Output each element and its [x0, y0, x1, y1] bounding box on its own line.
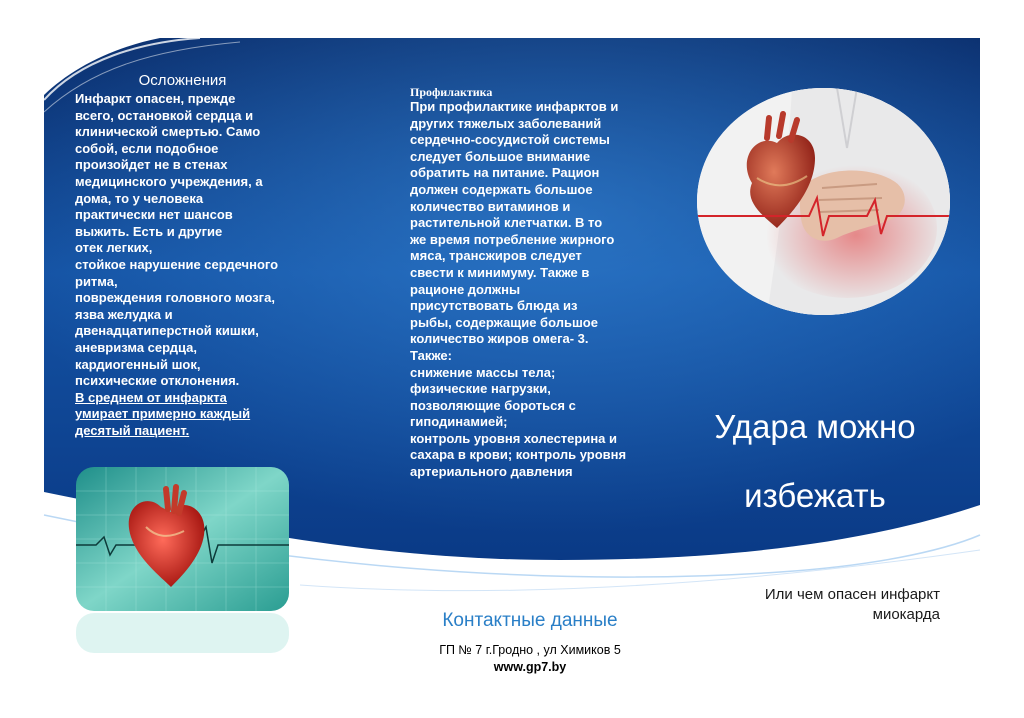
heart-ecg-image	[76, 467, 289, 611]
text-line: отек легких,	[75, 240, 153, 256]
text-line: Инфаркт опасен, прежде	[75, 91, 236, 106]
contact-address: ГП № 7 г.Гродно , ул Химиков 5	[439, 643, 621, 657]
text-line: контроль уровня холестерина и	[410, 430, 618, 446]
text-line: стойкое нарушение сердечного	[75, 256, 279, 272]
text-line: всего, остановкой сердца и	[75, 107, 254, 123]
text-line: количество витаминов и	[410, 198, 571, 214]
text-line: медицинского учреждения, а	[75, 173, 263, 189]
text-line: рыбы, содержащие большое	[410, 314, 598, 330]
text-line: позволяющие бороться с	[410, 397, 576, 413]
text-line: растительной клетчатки. В то	[410, 215, 603, 231]
text-line: свести к минимуму. Также в	[410, 264, 590, 280]
complications-text	[75, 91, 300, 439]
heart-ecg-image-reflection	[76, 613, 289, 653]
prevention-title: Профилактика	[410, 85, 493, 99]
text-line: же время потребление жирного	[410, 231, 615, 247]
text-line: аневризма сердца,	[75, 339, 197, 355]
headline-line2: избежать	[744, 477, 886, 514]
text-line: обратить на питание. Рацион	[410, 165, 600, 181]
text-line: дома, то у человека	[75, 190, 204, 206]
underlined-line: В среднем от инфаркта	[75, 389, 227, 405]
subtitle-line1: Или чем опасен инфаркт	[764, 586, 940, 603]
text-line: При профилактике инфарктов и	[410, 99, 619, 114]
headline-line1: Удара можно	[714, 408, 916, 445]
text-line: мяса, трансжиров следует	[410, 248, 582, 264]
contact-title: Контактные данные	[442, 610, 618, 631]
text-line: язва желудка и	[75, 306, 173, 322]
text-line: артериального давления	[410, 464, 573, 480]
text-line: клинической смертью. Само	[75, 124, 261, 140]
chest-pain-heart-image	[697, 88, 950, 315]
text-line: присутствовать блюда из	[410, 298, 578, 314]
text-line: должен содержать большое	[410, 181, 593, 197]
text-line: сердечно-сосудистой системы	[410, 132, 610, 148]
text-line: выжить. Есть и другие	[75, 223, 223, 239]
text-line: кардиогенный шок,	[75, 356, 201, 372]
text-line: количество жиров омега- 3.	[410, 331, 589, 347]
brochure-subtitle	[700, 585, 940, 625]
text-line: снижение массы тела;	[410, 364, 556, 380]
contact-website: www.gp7.by	[493, 660, 567, 674]
text-line: двенадцатиперстной кишки,	[75, 323, 259, 339]
text-line: повреждения головного мозга,	[75, 290, 275, 306]
text-line: рационе должны	[410, 281, 521, 297]
text-line: следует большое внимание	[410, 148, 591, 164]
complications-title: Осложнения	[138, 72, 227, 89]
text-line: ритма,	[75, 273, 118, 289]
text-line: физические нагрузки,	[410, 381, 551, 397]
subtitle-line2: миокарда	[872, 606, 940, 623]
underlined-line: десятый пациент.	[75, 422, 190, 438]
text-line: произойдет не в стенах	[75, 157, 228, 173]
text-line: собой, если подобное	[75, 140, 219, 156]
text-line: гиподинамией;	[410, 414, 508, 430]
text-line: практически нет шансов	[75, 207, 233, 223]
text-line: психические отклонения.	[75, 373, 240, 389]
text-line: сахара в крови; контроль уровня	[410, 447, 627, 463]
text-line: других тяжелых заболеваний	[410, 115, 602, 131]
underlined-line: умирает примерно каждый	[75, 406, 251, 422]
prevention-text	[410, 99, 640, 481]
text-line: Также:	[410, 347, 452, 363]
